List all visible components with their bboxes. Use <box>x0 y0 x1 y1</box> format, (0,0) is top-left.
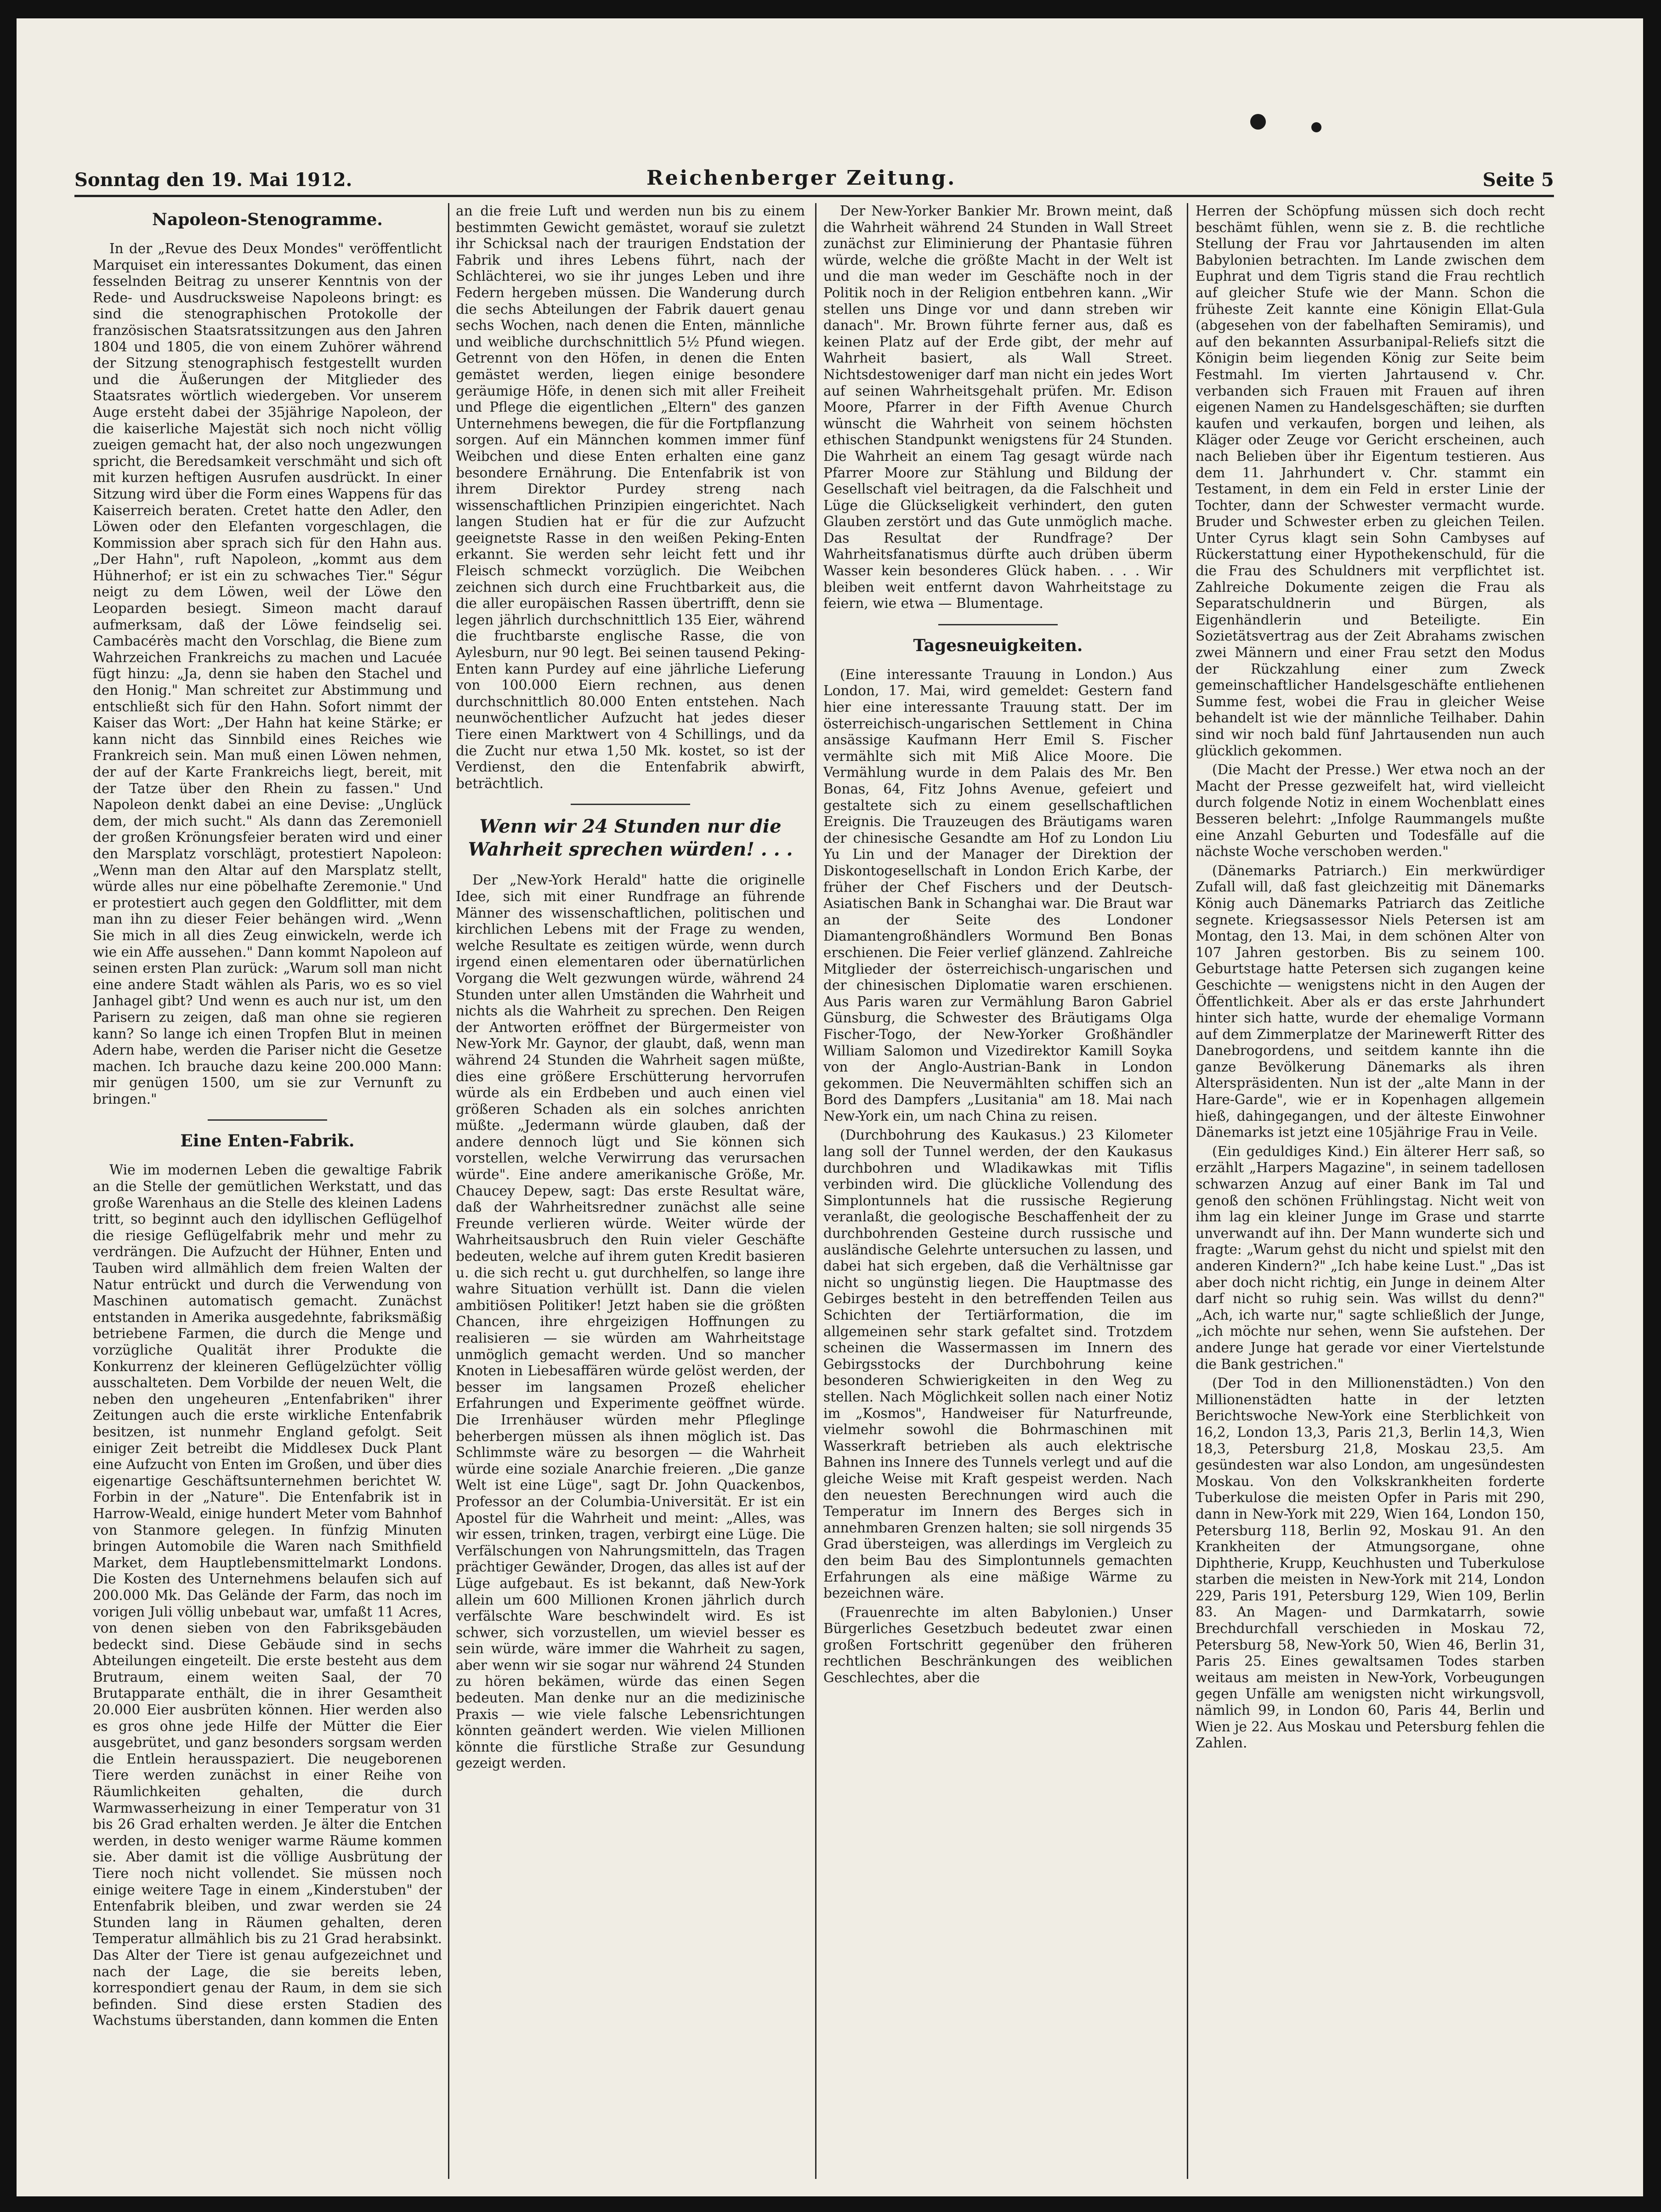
column-divider <box>815 203 816 2179</box>
ink-blot <box>1250 114 1266 130</box>
column-divider <box>448 203 449 2179</box>
article-body-wahrheit-cont: Der New-Yorker Bankier Mr. Brown meint, daß die Wahrheit während 24 Stunden in Wall Street zunächst zur Eliminierung der Phantasie führen würde, welche die größte Macht in der Welt ist und die man weder im Geschäfte noch in der Politik noch in der Religion entbehren kann. „Wir stellen uns Dinge vor und dann streben wir danach". Mr. Brown führte ferner aus, daß es keinen Platz auf der Erde gibt, der mehr auf Wahrheit basiert, als Wall Street. Nichtsdestoweniger darf man nicht ein jedes Wort auf seinen Wahrheitsgehalt prüfen. Mr. Edison Moore, Pfarrer in der Fifth Avenue Church wünscht die Wahrheit von seinem höchsten ethischen Standpunkt wenigstens für 24 Stunden. Die Wahrheit an einem Tag gesagt würde nach Pfarrer Moore zur Stählung und Bildung der Gesellschaft viel beitragen, da die Falschheit und Lüge die Glückseligkeit verhindert, den guten Glauben zerstört und das Gute unmöglich mache. Das Resultat der Rundfrage? Der Wahrheitsfanatismus dürfte auch drüben überm Wasser kein besonderes Glück haben. . . . Wir bleiben weit entfernt davon Wahrheitstage zu feiern, wie etwa — Blumentage. <box>823 203 1173 612</box>
article-title-enten: Eine Enten-Fabrik. <box>180 1131 355 1151</box>
news-item-kind: (Ein geduldiges Kind.) Ein älterer Herr saß, so erzählt „Harpers Magazine", in seinem tadellosen schwarzen Anzug auf einer Bank im Tal und genoß den schönen Frühlingstag. Nicht weit von ihm lag ein kleiner Junge im Grase und starrte unverwandt auf ihn. Der Mann wunderte sich und fragte: „Warum gehst du nicht und spielst mit den anderen Kindern?" „Ich habe keine Lust." „Das ist aber doch nicht richtig, ein Junge in deinem Alter darf nicht so ruhig sein. Was willst du denn?" „Ach, ich warte nur," sagte schließlich der Junge, „ich möchte nur sehen, wenn Sie aufstehen. Der andere Junge hat gerade vor einer Viertelstunde die Bank gestrichen." <box>1196 1143 1545 1372</box>
section-title-tagesneuigkeiten: Tagesneuigkeiten. <box>913 635 1083 655</box>
news-item-presse: (Die Macht der Presse.) Wer etwa noch an der Macht der Presse gezweifelt hat, wird vielleicht durch folgende Notiz in einem Wochenblatt eines Besseren belehrt: „Infolge Raummangels mußte eine Anzahl Geburten und Todesfälle auf die nächste Woche verschoben werden." <box>1196 762 1545 860</box>
issue-date: Sonntag den 19. Mai 1912. <box>74 169 352 191</box>
article-separator <box>938 624 1058 625</box>
header-rule <box>74 195 1554 197</box>
column-divider <box>1187 203 1188 2179</box>
article-title-wahrheit: Wenn wir 24 Stunden nur die Wahrheit sprechen würden! . . . <box>468 816 793 861</box>
column-4 <box>1196 203 1545 2179</box>
article-body-enten: Wie im modernen Leben die gewaltige Fabrik an die Stelle der gemütlichen Werkstatt, und das große Warenhaus an die Stelle des kleinen Ladens tritt, so beginnt auch den idyllischen Geflügelhof die riesige Geflügelfabrik mehr und mehr zu verdrängen. Die Aufzucht der Hühner, Enten und Tauben wird allmählich dem freien Walten der Natur entrückt und durch die Verwendung von Maschinen automatisch gemacht. Zunächst entstanden in Amerika ausgedehnte, fabriksmäßig betriebene Farmen, die durch die Menge und vorzügliche Qualität ihrer Produkte die Konkurrenz der kleineren Geflügelzüchter völlig ausschalteten. Dem Vorbilde der neuen Welt, die neben den ungeheuren „Entenfabriken" ihrer Zeitungen auch die erste wirkliche Entenfabrik besitzen, ist nunmehr England gefolgt. Seit einiger Zeit betreibt die Middlesex Duck Plant eine Aufzucht von Enten im Großen, und über dies eigenartige Geschäftsunternehmen berichtet W. Forbin in der „Nature". Die Entenfabrik ist in Harrow-Weald, einige hundert Meter vom Bahnhof von Stanmore gelegen. In fünfzig Minuten bringen Automobile die Waren nach Smithfield Market, dem Hauptlebensmittelmarkt Londons. Die Kosten des Unternehmens belaufen sich auf 200.000 Mk. Das Gelände der Farm, das noch im vorigen Juli völlig unbebaut war, umfaßt 11 Acres, von denen sieben von den Fabriksgebäuden bedeckt sind. Diese Gebäude sind in sechs Abteilungen eingeteilt. Die erste besteht aus dem Brutraum, einem weiten Saal, der 70 Brutapparate enthält, die in ihrer Gesamtheit 20.000 Eier ausbrüten können. Hier werden also es gros ohne jede Hilfe der Mütter die Eier ausgebrütet, und ganz besonders sorgsam werden die Entlein herausspaziert. Die neugeborenen Tiere werden zunächst in einer Reihe von Räumlichkeiten gehalten, die durch Warmwasserheizung in einer Temperatur von 31 bis 26 Grad erhalten werden. Je älter die Entchen werden, in desto weniger warme Räume kommen sie. Aber damit ist die völlige Ausbrütung der Tiere noch nicht vollendet. Sie müssen noch einige weitere Tage in einem „Kinderstuben" der Entenfabrik bleiben, und zwar werden sie 24 Stunden lang in Räumen gehalten, deren Temperatur allmählich bis zu 21 Grad herabsinkt. Das Alter der Tiere ist genau aufgezeichnet und nach der Lage, die sie bereits leben, korrespondiert genau der Raum, in dem sie sich befinden. Sind diese ersten Stadien des Wachstums überstanden, dann kommen die Enten <box>93 1162 442 2029</box>
column-1 <box>93 203 442 2179</box>
article-separator <box>208 1119 327 1121</box>
newspaper-name: Reichenberger Zeitung. <box>646 166 957 190</box>
news-item-trauung: (Eine interessante Trauung in London.) Aus London, 17. Mai, wird gemeldet: Gestern fand hier eine interessante Trauung statt. Der im österreichisch-ungarischen Settlement in China ansässige Kaufmann Herr Emil S. Fischer vermählte sich mit Miß Alice Moore. Die Vermählung wurde in dem Palais des Mr. Ben Bonas, 64, Fitz Johns Avenue, gefeiert und gestaltete sich zu einem gesellschaftlichen Ereignis. Die Trauzeugen des Bräutigams waren der chinesische Gesandte am Hof zu London Liu Yu Lin und der Manager der Direktion der Diskontogesellschaft in London Erich Karbe, der früher der Chef Fischers und der Deutsch-Asiatischen Bank in Schanghai war. Die Braut war an der Seite des Londoner Diamantengroßhändlers Wormund Ben Bonas erschienen. Die Feier verlief glänzend. Zahlreiche Mitglieder der österreichisch-ungarischen und der chinesischen Diplomatie waren erschienen. Aus Paris waren zur Vermählung Baron Gabriel Günsburg, die Schwester des Bräutigams Olga Fischer-Togo, der New-Yorker Großhändler William Salomon und Vizedirektor Kamill Soyka von der Anglo-Austrian-Bank in London gekommen. Die Neuvermählten schiffen sich an Bord des Dampfers „Lusitania" am 18. Mai nach New-York ein, um nach China zu reisen. <box>823 666 1173 1124</box>
ink-blot-small <box>1311 122 1321 132</box>
column-2 <box>456 203 805 2179</box>
article-separator <box>571 804 690 805</box>
page-header <box>74 165 1554 193</box>
news-item-tod: (Der Tod in den Millionenstädten.) Von den Millionenstädten hatte in der letzten Berichtswoche New-York eine Sterblichkeit von 16,2, London 13,3, Paris 21,3, Berlin 14,3, Wien 18,3, Petersburg 21,8, Moskau 23,5. Am gesündesten war also London, am ungesündesten Moskau. Von den Volkskrankheiten forderte Tuberkulose die meisten Opfer in Paris mit 290, dann in New-York mit 229, Wien 164, London 150, Petersburg 118, Berlin 92, Moskau 91. An den Krankheiten der Atmungsorgane, ohne Diphtherie, Krupp, Keuchhusten und Tuberkulose starben die meisten in New-York mit 214, London 229, Paris 191, Petersburg 129, Wien 109, Berlin 83. An Magen- und Darmkatarrh, sowie Brechdurchfall verschieden in Moskau 72, Petersburg 58, New-York 50, Wien 46, Berlin 31, Paris 25. Eines gewaltsamen Todes starben weitaus am meisten in New-York, Vorbeugungen gegen Unfälle am wenigsten nicht wirkungsvoll, nämlich 99, in London 60, Paris 44, Berlin und Wien je 22. Aus Moskau und Petersburg fehlen die Zahlen. <box>1196 1375 1545 1751</box>
article-body-wahrheit: Der „New-York Herald" hatte die originelle Idee, sich mit einer Rundfrage an führende Männer des wissenschaftlichen, politischen und kirchlichen Lebens mit der Frage zu wenden, welche Resultate es zeitigen würde, wenn durch irgend einen elementaren oder übernatürlichen Vorgang die Welt gezwungen würde, während 24 Stunden unter allen Umständen die Wahrheit und nichts als die Wahrheit zu sprechen. Den Reigen der Antworten eröffnet der Bürgermeister von New-York Mr. Gaynor, der glaubt, daß, wenn man während 24 Stunden die Wahrheit sagen müßte, dies eine größere Erschütterung hervorrufen würde als ein Erdbeben und auch einen viel größeren Schaden als ein solches anrichten müßte. „Jedermann würde glauben, daß der andere dennoch lügt und Sie können sich vorstellen, welche Verwirrung das verursachen würde". Eine andere amerikanische Größe, Mr. Chaucey Depew, sagt: Das erste Resultat wäre, daß der Wahrheitsredner zunächst alle seine Freunde verlieren würde. Weiter würde der Wahrheitsausbruch den Ruin vieler Geschäfte bedeuten, welche auf ihrem guten Kredit basieren u. die sich recht u. gut durchhelfen, so lange ihre wahre Situation verhüllt ist. Dann die vielen ambitiösen Politiker! Jetzt haben sie die größten Chancen, ihre ehrgeizigen Hoffnungen zu realisieren — sie würden am Wahrheitstage unmöglich gemacht werden. Und so mancher Knoten in Liebesaffären würde gelöst werden, der besser im langsamen Prozeß ehelicher Erfahrungen und Experimente geöffnet würde. Die Irrenhäuser würden mehr Pfleglinge beherbergen müssen als ihnen möglich ist. Das Schlimmste wäre zu besorgen — die Wahrheit würde eine soziale Anarchie freieren. „Die ganze Welt ist eine Lüge", sagt Dr. John Quackenbos, Professor an der Columbia-Universität. Er ist ein Apostel für die Wahrheit und meint: „Alles, was wir essen, trinken, tragen, verbirgt eine Lüge. Die Verfälschungen von Nahrungsmitteln, das Tragen prächtiger Gewänder, Drogen, das alles ist auf der Lüge aufgebaut. Es ist bekannt, daß New-York allein um 600 Millionen Kronen jährlich durch verfälschte Ware beschwindelt wird. Es ist schwer, sich vorzustellen, um wieviel besser es sein würde, wäre immer die Wahrheit zu sagen, aber wenn wir sie sogar nur während 24 Stunden zu hören bekämen, würde das einen Segen bedeuten. Man denke nur an die medizinische Praxis — wie viele falsche Lebensrichtungen könnten geändert werden. Wie vielen Millionen könnte die fürstliche Straße zur Gesundung gezeigt werden. <box>456 872 805 1771</box>
news-item-kaukasus: (Durchbohrung des Kaukasus.) 23 Kilometer lang soll der Tunnel werden, der den Kaukasus durchbohren und Wladikawkas mit Tiflis verbinden wird. Die glückliche Vollendung des Simplontunnels hat die russische Regierung veranlaßt, die geologische Beschaffenheit der zu durchbohrenden Gesteine durch russische und ausländische Gelehrte untersuchen zu lassen, und dabei hat sich ergeben, daß die Verhältnisse gar nicht so ungünstig liegen. Die Hauptmasse des Gebirges besteht in den betreffenden Teilen aus Schichten der Tertiärformation, die im allgemeinen sehr stark gefaltet sind. Trotzdem scheinen die Wassermassen im Innern des Gebirgsstocks der Durchbohrung keine besonderen Schwierigkeiten in den Weg zu stellen. Nach Möglichkeit sollen nach einer Notiz im „Kosmos", Handweiser für Naturfreunde, vielmehr sowohl die Bohrmaschinen mit Wasserkraft betrieben als auch elektrische Bahnen ins Innere des Tunnels verlegt und auf die gleiche Weise mit Kraft gespeist werden. Nach den neuesten Berechnungen wird auch die Temperatur im Innern des Berges sich in annehmbaren Grenzen halten; sie soll nirgends 35 Grad übersteigen, was allerdings im Vergleich zu den beim Bau des Simplontunnels gemachten Erfahrungen als eine mäßige Wärme zu bezeichnen wäre. <box>823 1127 1173 1601</box>
article-body-enten-cont: an die freie Luft und werden nun bis zu einem bestimmten Gewicht gemästet, worauf sie zuletzt ihr Schicksal nach der traurigen Endstation der Fabrik und ihres Lebens führt, nach der Schlächterei, wo sie ihr junges Leben und ihre Federn hergeben müssen. Die Wanderung durch die sechs Abteilungen der Fabrik dauert genau sechs Wochen, nach denen die Enten, männliche und weibliche durchschnittlich 5½ Pfund wiegen. Getrennt von den Höfen, in denen die Enten gemästet werden, liegen einige besondere geräumige Höfe, in denen sich mit aller Freiheit und Pflege die eigentlichen „Eltern" des ganzen Unternehmens bewegen, die für die Fortpflanzung sorgen. Auf ein Männchen kommen immer fünf Weibchen und diese Enten erhalten eine ganz besondere Ernährung. Die Entenfabrik ist von ihrem Direktor Purdey streng nach wissenschaftlichen Prinzipien eingerichtet. Nach langen Studien hat er für die zur Aufzucht geeignetste Rasse in den weißen Peking-Enten erkannt. Sie werden sehr leicht fett und ihr Fleisch schmeckt vorzüglich. Die Weibchen zeichnen sich durch eine Fruchtbarkeit aus, die die aller europäischen Rassen übertrifft, denn sie legen jährlich durchschnittlich 135 Eier, während die fruchtbarste englische Rasse, die von Aylesburn, nur 90 legt. Bei seinen tausend Peking-Enten kann Purdey auf eine jährliche Lieferung von 100.000 Eiern rechnen, aus denen durchschnittlich 80.000 Enten entstehen. Nach neunwöchentlicher Aufzucht hat jedes dieser Tiere einen Marktwert von 4 Schillings, und da die Zucht nur etwa 1,50 Mk. kostet, so ist der Verdienst, den die Entenfabrik abwirft, beträchtlich. <box>456 203 805 791</box>
news-item-frauenrechte-cont: Herren der Schöpfung müssen sich doch recht beschämt fühlen, wenn sie z. B. die rechtliche Stellung der Frau vor Jahrtausenden im alten Babylonien betrachten. Im Lande zwischen dem Euphrat und dem Tigris stand die Frau rechtlich auf gleicher Stufe wie der Mann. Schon die früheste Zeit kannte eine Königin Ellat-Gula (abgesehen von der fabelhaften Semiramis), und auf den bekannten Assurbanipal-Reliefs sitzt die Königin beim liegenden König zur Seite beim Festmahl. Im vierten Jahrtausend v. Chr. verbanden sich Frauen mit Frauen auf ihren eigenen Namen zu Handelsgeschäften; sie durften kaufen und verkaufen, borgen und leihen, als Kläger oder Zeuge vor Gericht erscheinen, auch nach Belieben über ihr Eigentum testieren. Aus dem 11. Jahrhundert v. Chr. stammt ein Testament, in dem ein Feld in erster Linie der Tochter, dann der Schwester vermacht wurde. Bruder und Schwester erben zu gleichen Teilen. Unter Cyrus klagt sein Sohn Cambyses auf Rückerstattung einer Hypothekenschuld, für die die Frau des Schuldners mit verpflichtet ist. Zahlreiche Dokumente zeigen die Frau als Separatschuldnerin und Bürgen, als Eigenhändlerin und Beteiligte. Ein Sozietätsvertrag aus der Zeit Abrahams zwischen zwei Männern und einer Frau setzt den Modus der Rückzahlung einer zum Zweck gemeinschaftlicher Handelsgeschäfte entliehenen Summe fest, wobei die Frau in gleicher Weise behandelt ist wie der männliche Teilhaber. Dahin sind wir noch bald fünf Jahrtausenden nun auch glücklich gekommen. <box>1196 203 1545 759</box>
news-item-patriarch: (Dänemarks Patriarch.) Ein merkwürdiger Zufall will, daß fast gleichzeitig mit Dänemarks König auch Dänemarks Patriarch das Zeitliche segnete. Kriegsassessor Niels Petersen ist am Montag, den 13. Mai, in dem schönen Alter von 107 Jahren gestorben. Bis zu seinem 100. Geburtstage hatte Petersen sich zugangen keine Geschichte — wenigstens nicht in den Augen der Öffentlichkeit. Aber als er das erste Jahrhundert hinter sich hatte, wurde der ehemalige Vormann auf dem Zimmerplatze der Marinewerft Ritter des Danebrogordens, und seitdem kannte ihn die ganze Bevölkerung Dänemarks als ihren Alterspräsidenten. Nun ist der „alte Mann in der Hare-Garde", wie er in Kopenhagen allgemein hieß, dahingegangen, und der älteste Einwohner Dänemarks ist jetzt eine 105jährige Frau in Veile. <box>1196 862 1545 1140</box>
newspaper-page <box>17 18 1643 2196</box>
column-3 <box>823 203 1173 2179</box>
page-number: Seite 5 <box>1482 169 1554 191</box>
article-body-napoleon: In der „Revue des Deux Mondes" veröffentlicht Marquiset ein interessantes Dokument, das einen fesselnden Beitrag zu unserer Kenntnis von der Rede- und Ausdrucksweise Napoleons bringt: es sind die stenographischen Protokolle der französischen Staatsratssitzungen aus den Jahren 1804 und 1805, die von einem Zuhörer während der Sitzung stenographisch festgestellt wurden und die Äußerungen der Mitglieder des Staatsrates wörtlich wiedergeben. Vor unserem Auge ersteht dabei der 35jährige Napoleon, der die kaiserliche Majestät sich noch nicht völlig zueigen gemacht hat, der also noch ungezwungen spricht, die Beredsamkeit verschmäht und sich oft mit kurzen heftigen Ausrufen ausdrückt. In einer Sitzung wird über die Form eines Wappens für das Kaiserreich beraten. Cretet hatte den Adler, den Löwen oder den Elefanten vorgeschlagen, die Kommission aber sprach sich für den Hahn aus. „Der Hahn", ruft Napoleon, „kommt aus dem Hühnerhof; er ist ein zu schwaches Tier." Ségur neigt zu dem Löwen, weil der Löwe den Leoparden besiegt. Simeon macht darauf aufmerksam, daß der Löwe feindselig sei. Cambacérès macht den Vorschlag, die Biene zum Wahrzeichen Frankreichs zu machen und Lacuée fügt hinzu: „Ja, denn sie haben den Stachel und den Honig." Man schreitet zur Abstimmung und entschließt sich für den Hahn. Sofort nimmt der Kaiser das Wort: „Der Hahn hat keine Stärke; er kann nicht das Sinnbild eines Reiches wie Frankreich sein. Man muß einen Löwen nehmen, der auf der Karte Frankreichs liegt, bereit, mit der Tatze über den Rhein zu fassen." Und Napoleon denkt dabei an eine Devise: „Unglück dem, der mich sucht." Als dann das Zeremoniell der großen Krönungsfeier beraten wird und einer den Marsplatz vorschlägt, protestiert Napoleon: „Wenn man den Altar auf den Marsplatz stellt, würde alles nur eine pöbelhafte Zeremonie." Und er protestiert auch gegen den Goldflitter, mit dem man ihn zu dieser Feier behängen wird. „Wenn Sie mich in all dies Zeug einwickeln, werde ich wie ein Affe aussehen." Dann kommt Napoleon auf seinen ersten Plan zurück: „Warum soll man nicht eine andere Stadt wählen als Paris, wo es so viel Janhagel gibt? Und wenn es auch nur ist, um den Parisern zu zeigen, daß man ohne sie regieren kann? So lange ich einen Tropfen Blut in meinen Adern habe, werden die Pariser nicht die Gesetze machen. Ich brauche dazu keine 200.000 Mann: mir genügen 1500, um sie zur Vernunft zu bringen." <box>93 241 442 1107</box>
news-item-frauenrechte: (Frauenrechte im alten Babylonien.) Unser Bürgerliches Gesetzbuch bedeutet zwar einen großen Fortschritt gegenüber den früheren rechtlichen Beschränkungen des weiblichen Geschlechtes, aber die <box>823 1604 1173 1686</box>
article-title-napoleon: Napoleon-Stenogramme. <box>152 210 383 229</box>
